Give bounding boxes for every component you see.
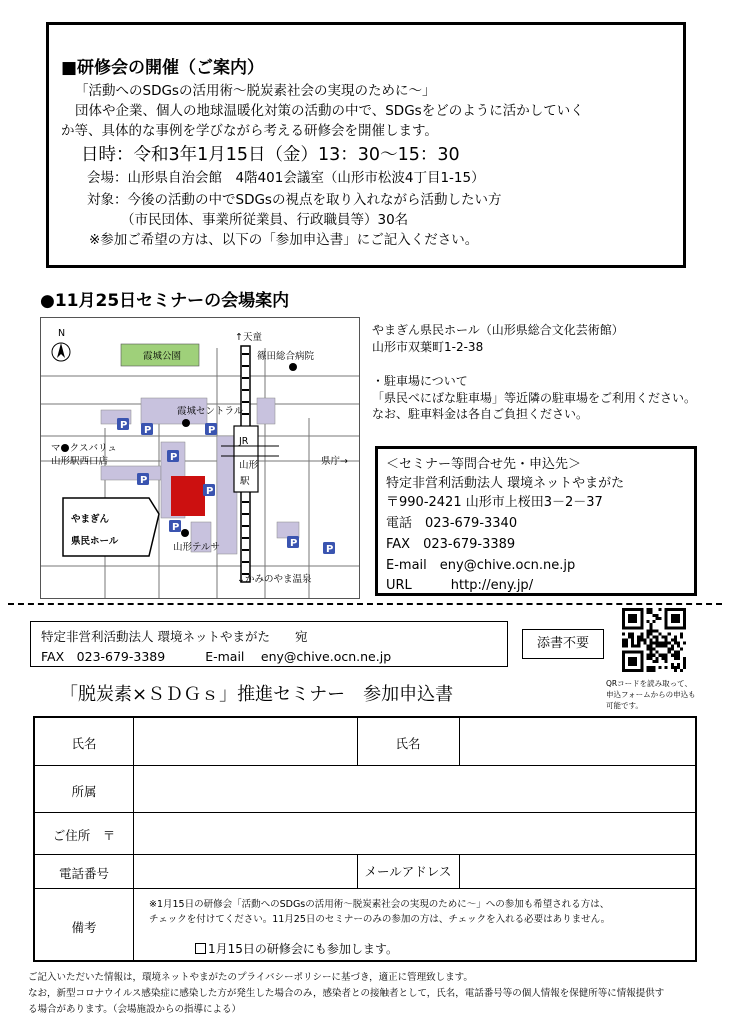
map-north-label: N	[58, 328, 66, 339]
contact-address: 〒990-2421 山形市上桜田3－2－37	[386, 495, 603, 510]
label-email: メールアドレス	[364, 864, 452, 879]
venue-map	[40, 317, 360, 599]
qr-caption-line3: 可能です。	[606, 701, 643, 710]
privacy-note-line3: る場合があります。（会場施設からの指導による）	[28, 1004, 241, 1015]
recipient-box	[30, 621, 508, 667]
parking-icon-label: P	[290, 538, 298, 549]
map-kasumijo-park: 霞城公園	[143, 351, 182, 362]
map-station-eki: 駅	[240, 476, 250, 487]
map-station-yamagata: 山形	[239, 460, 259, 471]
seminar-datetime: 日時：令和3年1月15日（金）13：30～15：30	[81, 145, 460, 165]
label-address: ご住所 〒	[52, 828, 116, 843]
seminar-description-line1: 団体や企業、個人の地球温暖化対策の活動の中で、SDGsをどのように活かしていく	[75, 103, 584, 119]
checkbox-label: 1月15日の研修会にも参加します。	[208, 942, 398, 956]
seminar-target-line1: 対象：今後の活動の中でSDGsの視点を取り入れながら活動したい方	[87, 192, 502, 208]
privacy-note-line2: なお，新型コロナウイルス感染症に感染した方が発生した場合のみ，感染者との接触者として，氏名，電話番号等の個人情報を保健所等に情報提供す	[28, 988, 665, 999]
label-phone: 電話番号	[58, 866, 109, 881]
parking-icon-label: P	[206, 486, 214, 497]
contact-fax: FAX 023-679-3389	[386, 537, 516, 552]
contact-email[interactable]: E-mail eny@chive.ocn.ne.jp	[386, 558, 576, 573]
map-to-kaminoyama: ↓かみのやま温泉	[237, 574, 312, 585]
name-field-1[interactable]	[134, 718, 357, 765]
affiliation-field[interactable]	[134, 766, 695, 812]
email-field[interactable]	[460, 855, 695, 888]
privacy-note-line1: ご記入いただいた情報は，環境ネットやまがたのプライバシーポリシーに基づき，適正に管理致します。	[28, 972, 473, 983]
qr-caption	[606, 678, 696, 711]
recipient-organization: 特定非営利活動法人 環境ネットやまがた 宛	[41, 629, 308, 644]
qr-code-icon[interactable]	[622, 608, 686, 672]
venue-name: やまぎん県民ホール（山形県総合文化芸術館）	[372, 323, 624, 337]
parking-icon-label: P	[170, 452, 178, 463]
qr-caption-line2: 申込フォームからの申込も	[606, 690, 696, 699]
label-name-2: 氏名	[395, 736, 421, 751]
contact-phone: 電話 023-679-3340	[386, 516, 518, 531]
parking-icon-label: P	[172, 522, 180, 533]
seminar-note: ※参加ご希望の方は、以下の「参加申込書」にご記入ください。	[89, 232, 479, 248]
map-venue-label-line1: やまぎん	[71, 514, 110, 525]
checkbox[interactable]	[195, 943, 206, 954]
no-cover-letter-badge: 添書不要	[522, 629, 604, 659]
recipient-fax: FAX 023-679-3389	[41, 649, 166, 664]
form-title: 「脱炭素×ＳＤＧｓ」推進セミナー 参加申込書	[60, 684, 454, 705]
parking-icon-label: P	[208, 425, 216, 436]
map-to-tendo: ↑天童	[235, 332, 262, 343]
seminar-checkbox-row[interactable]	[195, 940, 398, 957]
cut-line-divider	[8, 603, 722, 605]
seminar-venue: 会場：山形県自治会館 4階401会議室（山形市松波4丁目1-15）	[87, 170, 485, 186]
contact-box	[375, 446, 697, 596]
parking-info-line1: 「県民べにばな駐車場」等近隣の駐車場をご利用ください。	[372, 391, 697, 405]
qr-caption-line1: QRコードを読み取って、	[606, 679, 692, 688]
parking-icon-label: P	[140, 475, 148, 486]
name-field-2[interactable]	[460, 718, 695, 765]
contact-organization: 特定非営利活動法人 環境ネットやまがた	[386, 476, 625, 491]
parking-icon-label: P	[326, 544, 334, 555]
seminar-announcement-box	[46, 22, 686, 268]
seminar-heading: ■研修会の開催（ご案内）	[61, 58, 265, 78]
map-venue-label-line2: 県民ホール	[71, 536, 119, 547]
remarks-note-line2: チェックを付けてください。11月25日のセミナーのみの参加の方は、チェックを入れる必要はありません。	[149, 914, 611, 925]
venue-section-heading: ●11月25日セミナーの会場案内	[40, 291, 290, 311]
remarks-note-line1: ※1月15日の研修会「活動へのSDGsの活用術～脱炭素社会の実現のために～」への参加も希望される方は、	[149, 899, 610, 910]
map-kasumijo-central: 霞城セントラル	[177, 406, 244, 417]
application-form-table	[33, 716, 697, 962]
map-station-jr: JR	[239, 436, 249, 447]
parking-title: ・駐車場について	[372, 374, 468, 388]
seminar-description-line2: か等、具体的な事例を学びながら考える研修会を開催します。	[61, 123, 438, 139]
phone-field[interactable]	[134, 855, 357, 888]
map-shinoda-hospital: 篠田総合病院	[257, 351, 315, 362]
address-field[interactable]	[134, 813, 695, 854]
map-maxvalu-line1: マックスバリュ	[51, 443, 117, 454]
label-affiliation: 所属	[71, 784, 97, 799]
parking-icon-label: P	[120, 420, 128, 431]
seminar-target-line2: （市民団体、事業所従業員、行政職員等）30名	[121, 212, 409, 228]
seminar-theme: 「活動へのSDGsの活用術～脱炭素社会の実現のために～」	[75, 83, 436, 99]
label-remarks: 備考	[71, 920, 97, 935]
label-name-1: 氏名	[71, 736, 97, 751]
recipient-fax-email	[41, 647, 431, 665]
recipient-email: E-mail eny@chive.ocn.ne.jp	[205, 649, 392, 664]
contact-title: ＜セミナー等問合せ先・申込先＞	[386, 457, 582, 472]
map-yamagata-terrsa: 山形テルサ	[173, 542, 221, 553]
venue-address: 山形市双葉町1-2-38	[372, 340, 484, 354]
contact-url-link[interactable]: URL http://eny.jp/	[386, 578, 534, 593]
venue-building	[171, 476, 205, 516]
map-maxvalu-line2: 山形駅西口店	[51, 456, 109, 467]
parking-info-line2: なお、駐車料金は各自ご負担ください。	[372, 407, 589, 421]
parking-icon-label: P	[144, 425, 152, 436]
map-pref-office: 県庁→	[321, 456, 348, 467]
